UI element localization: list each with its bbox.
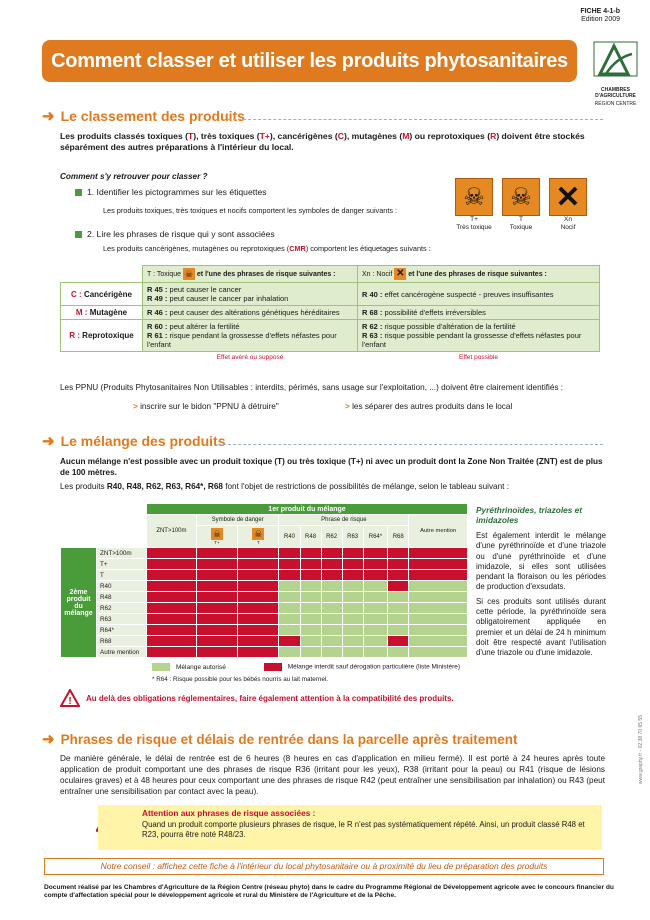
cell-forbidden <box>196 570 237 581</box>
skull-icon: ☠ <box>502 178 540 216</box>
conseil-banner: Notre conseil : affichez cette fiche à l'intérieur du local phytosanitaire ou à proximité du lieu de préparation des produits <box>44 858 604 875</box>
cell-forbidden <box>196 548 237 559</box>
col-r40: R40 <box>279 526 300 548</box>
pictogram-list <box>455 178 587 232</box>
cell-allowed <box>300 636 321 647</box>
cell-allowed <box>409 614 468 625</box>
matrix-row <box>61 647 468 658</box>
cell-forbidden <box>238 647 279 658</box>
matrix-row-label: R62 <box>97 603 147 614</box>
cell-allowed <box>342 592 363 603</box>
matrix-row-label: T <box>97 570 147 581</box>
cell-forbidden <box>238 548 279 559</box>
divider <box>218 444 603 445</box>
cross-icon: ✕ <box>549 178 587 216</box>
step2: 2. Lire les phrases de risque qui y sont associées <box>75 229 275 240</box>
cell-forbidden <box>300 559 321 570</box>
matrix-row <box>61 614 468 625</box>
cell-forbidden <box>363 570 388 581</box>
matrix-row <box>61 636 468 647</box>
arrow-right-icon: ➜ <box>42 108 55 125</box>
matrix-top-header: 1er produit du mélange <box>147 504 468 515</box>
cell-c-toxique: R 45 : peut causer le cancer R 49 : peut causer le cancer par inhalation <box>143 283 358 306</box>
chevron-right-icon: > <box>345 402 350 411</box>
cell-allowed <box>363 647 388 658</box>
cell-allowed <box>388 603 409 614</box>
matrix-row-label: T+ <box>97 559 147 570</box>
logo-icon <box>588 40 643 80</box>
cell-allowed <box>300 614 321 625</box>
warning-icon <box>60 689 80 707</box>
ppnu-text: Les PPNU (Produits Phytosanitaires Non Utilisables : interdits, périmés, sans usage sur l'exploitation, ...) doivent être clairement identifiés : <box>60 383 564 392</box>
section-melange-title: ➜ Le mélange des produits <box>42 433 226 450</box>
cell-allowed <box>388 614 409 625</box>
col-r62: R62 <box>321 526 342 548</box>
section-classement-title: ➜ Le classement des produits <box>42 108 245 125</box>
row-label-mutagene: M : Mutagène <box>61 306 143 320</box>
cell-forbidden <box>321 548 342 559</box>
matrix-row <box>61 592 468 603</box>
col-r68: R68 <box>388 526 409 548</box>
cell-forbidden <box>196 603 237 614</box>
effect-left: Effet avéré ou supposé <box>143 352 358 364</box>
cell-forbidden <box>238 625 279 636</box>
cell-forbidden <box>196 614 237 625</box>
section-phrases-title: ➜ Phrases de risque et délais de rentrée dans la parcelle après traitement <box>42 731 518 748</box>
matrix-row <box>61 625 468 636</box>
cell-allowed <box>321 592 342 603</box>
cell-forbidden <box>238 636 279 647</box>
matrix-row <box>61 603 468 614</box>
skull-icon: ☠ <box>212 529 222 539</box>
cell-allowed <box>300 592 321 603</box>
cell-forbidden <box>409 570 468 581</box>
arrow-right-icon: ➜ <box>42 433 55 450</box>
cell-allowed <box>279 603 300 614</box>
cell-allowed <box>388 625 409 636</box>
skull-icon: ☠ <box>184 269 193 279</box>
col-autre: Autre mention <box>409 515 468 548</box>
side-title: Pyréthrinoïdes, triazoles et imidazoles <box>476 505 583 525</box>
skull-icon: ☠ <box>455 178 493 216</box>
col-r64: R64* <box>363 526 388 548</box>
cell-forbidden <box>342 548 363 559</box>
matrix-row <box>61 570 468 581</box>
skull-icon: ☠ <box>254 529 263 539</box>
matrix-row <box>61 559 468 570</box>
cell-forbidden <box>147 548 197 559</box>
cell-allowed <box>342 625 363 636</box>
cell-forbidden <box>147 570 197 581</box>
phrases-text: De manière générale, le délai de rentrée est de 6 heures (8 heures en cas d'application en milieu fermé). Il est porté à 24 heures après toute application de produit comportant une des phrases de risque R36 (irritant pour les yeux), R38 (irritant pour la peau) ou R41 (risque de lésions oculaires graves) et à 48 heures pour ceux comportant une des phrases de risque R42 (peut entraîner une sensibilisation par inhalation) ou R43 (peut entraîner une sensibilisation par contact avec la peau). <box>60 754 605 796</box>
svg-text:!: ! <box>68 696 72 707</box>
matrix-legend: Mélange autorisé Mélange interdit sauf dérogation particulière (liste Ministère) <box>60 663 468 671</box>
matrix-row-label: Autre mention <box>97 647 147 658</box>
row-label-cancerigene: C : Cancérigène <box>61 283 143 306</box>
cell-allowed <box>279 614 300 625</box>
cell-allowed <box>409 636 468 647</box>
cmr-head-nocif: Xn : Nocif ✕ et l'une des phrases de risque suivantes : <box>358 266 600 283</box>
cell-allowed <box>409 625 468 636</box>
cell-allowed <box>363 581 388 592</box>
cell-allowed <box>279 592 300 603</box>
cell-forbidden <box>147 592 197 603</box>
classement-intro: Les produits classés toxiques (T), très toxiques (T+), cancérigènes (C), mutagènes (M) ou reprotoxiques (R) doivent être stockés séparément des autres préparations à l'intérieur du local. <box>60 131 585 152</box>
cell-forbidden <box>321 559 342 570</box>
row-label-reprotoxique: R : Reprotoxique <box>61 320 143 352</box>
matrix-row <box>61 581 468 592</box>
legend-allowed-swatch <box>152 663 170 671</box>
cell-forbidden <box>321 570 342 581</box>
logo-region: RÉGION CENTRE <box>594 101 637 107</box>
cell-allowed <box>363 614 388 625</box>
cell-forbidden <box>279 570 300 581</box>
classement-question: Comment s'y retrouver pour classer ? <box>60 172 208 181</box>
col-r63: R63 <box>342 526 363 548</box>
cell-allowed <box>300 603 321 614</box>
cell-m-nocif: R 68 : possibilité d'effets irréversibles <box>358 306 600 320</box>
cell-allowed <box>363 636 388 647</box>
cell-allowed <box>409 603 468 614</box>
cell-forbidden <box>279 559 300 570</box>
cell-allowed <box>342 614 363 625</box>
col-t: ☠ T <box>238 526 279 548</box>
bullet-square-icon <box>75 189 82 196</box>
matrix-row-label: R63 <box>97 614 147 625</box>
cell-allowed <box>321 625 342 636</box>
compat-warning: ! Au delà des obligations réglementaires, faire également attention à la compatibilité des produits. <box>60 689 454 707</box>
picto-xn: ✕ Xn Nocif <box>549 178 587 232</box>
cell-forbidden <box>196 559 237 570</box>
cell-allowed <box>342 647 363 658</box>
matrix-row <box>61 548 468 559</box>
cell-forbidden <box>279 548 300 559</box>
ppnu-item-a: > inscrire sur le bidon "PPNU à détruire" <box>133 402 279 411</box>
cell-forbidden <box>300 548 321 559</box>
picto-tplus: ☠ T+ Très toxique <box>455 178 493 232</box>
cell-forbidden <box>342 559 363 570</box>
matrix-row-label: R64* <box>97 625 147 636</box>
cell-allowed <box>279 625 300 636</box>
cell-allowed <box>363 603 388 614</box>
cell-forbidden <box>147 625 197 636</box>
cell-allowed <box>300 581 321 592</box>
cell-forbidden <box>388 636 409 647</box>
bullet-square-icon <box>75 231 82 238</box>
cell-forbidden <box>238 570 279 581</box>
cell-allowed <box>409 592 468 603</box>
step2-text: Les produits cancérigènes, mutagènes ou reprotoxiques (CMR) comportent les étiquetages suivants : <box>103 244 431 253</box>
cell-allowed <box>279 581 300 592</box>
mixing-matrix <box>60 503 468 683</box>
side-p1: Est également interdit le mélange d'une pyréthrinoïde et d'une triazole ou d'une pyréthrinoïde et d'une imidazole, si elles sont utilisées pendant la floraison ou les périodes de production d'exsudats. <box>476 531 606 592</box>
cell-allowed <box>321 636 342 647</box>
cell-forbidden <box>409 559 468 570</box>
col-group-symbole: Symbole de danger <box>196 515 279 526</box>
matrix-row-label: ZNT>100m <box>97 548 147 559</box>
cell-forbidden <box>196 636 237 647</box>
side-p2: Si ces produits sont utilisés durant cette période, la pyréthrinoïde sera obligatoirement appliquée en premier et un délai de 24 h minimum doit être respecté avant l'utilisation d'une triazole ou d'une imidazole. <box>476 596 606 658</box>
cell-forbidden <box>147 614 197 625</box>
cell-allowed <box>342 603 363 614</box>
attention-note <box>98 805 602 850</box>
matrix-row-label: R40 <box>97 581 147 592</box>
note-text: Quand un produit comporte plusieurs phrases de risque, le R n'est pas systématiquement répété. Ainsi, un produit classé R48 et R23, pourra être noté R48/23. <box>142 820 585 839</box>
cmr-head-toxique: T : Toxique ☠ et l'une des phrases de risque suivantes : <box>143 266 358 283</box>
cell-forbidden <box>147 647 197 658</box>
note-title: Attention aux phrases de risque associées : <box>142 808 316 818</box>
cell-forbidden <box>238 603 279 614</box>
cell-forbidden <box>147 636 197 647</box>
cell-r-nocif: R 62 : risque possible d'altération de la fertilité R 63 : risque possible pendant la grossesse d'effets néfastes pour l'enfant <box>358 320 600 352</box>
matrix-footnote: * R64 : Risque possible pour les bébés nourris au lait maternel. <box>152 676 329 683</box>
matrix-row-label: R68 <box>97 636 147 647</box>
fiche-reference <box>580 8 620 24</box>
picto-t: ☠ T Toxique <box>502 178 540 232</box>
cell-forbidden <box>238 592 279 603</box>
chambres-logo <box>588 40 643 110</box>
cell-allowed <box>363 625 388 636</box>
cell-forbidden <box>196 625 237 636</box>
cell-forbidden <box>238 559 279 570</box>
col-group-phrase: Phrase de risque <box>279 515 409 526</box>
cell-allowed <box>388 647 409 658</box>
cell-allowed <box>321 581 342 592</box>
matrix-row-label: R48 <box>97 592 147 603</box>
cell-allowed <box>342 636 363 647</box>
col-tplus: ☠ T+ <box>196 526 237 548</box>
cell-c-nocif: R 40 : effet cancérogène suspecté - preuves insuffisantes <box>358 283 600 306</box>
cell-forbidden <box>196 647 237 658</box>
cell-forbidden <box>363 559 388 570</box>
cmr-table <box>60 265 600 363</box>
cell-allowed <box>409 647 468 658</box>
cell-forbidden <box>238 614 279 625</box>
cell-allowed <box>321 603 342 614</box>
cell-forbidden <box>147 559 197 570</box>
melange-intro2: Les produits R40, R48, R62, R63, R64*, R68 font l'objet de restrictions de possibilités de mélange, selon le tableau suivant : <box>60 482 509 491</box>
cross-icon: ✕ <box>396 268 405 279</box>
cell-allowed <box>342 581 363 592</box>
col-znt: ZNT>100m <box>147 515 197 548</box>
cell-forbidden <box>147 581 197 592</box>
cell-allowed <box>300 625 321 636</box>
ppnu-item-b: > les séparer des autres produits dans le local <box>345 402 513 411</box>
printer-credit: www.graphy.fr - 02 38 70 65 55 <box>638 715 644 785</box>
cell-allowed <box>388 592 409 603</box>
divider <box>228 119 603 120</box>
cell-forbidden <box>388 581 409 592</box>
cell-forbidden <box>147 603 197 614</box>
col-r48: R48 <box>300 526 321 548</box>
cell-allowed <box>279 647 300 658</box>
logo-name: CHAMBRES D'AGRICULTURE <box>595 87 636 99</box>
effect-right: Effet possible <box>358 352 600 364</box>
legend-forbidden-swatch <box>264 663 282 671</box>
cell-forbidden <box>388 559 409 570</box>
cell-forbidden <box>279 636 300 647</box>
cell-forbidden <box>363 548 388 559</box>
cell-allowed <box>363 592 388 603</box>
edition: Edition 2009 <box>581 16 620 23</box>
chevron-right-icon: > <box>133 402 138 411</box>
fiche-number: FICHE 4-1-b <box>580 8 620 15</box>
cell-allowed <box>300 647 321 658</box>
cell-m-toxique: R 46 : peut causer des altérations génétiques héréditaires <box>143 306 358 320</box>
step1-text: Les produits toxiques, très toxiques et nocifs comportent les symboles de danger suivants : <box>103 206 398 215</box>
cell-allowed <box>409 581 468 592</box>
cell-forbidden <box>409 548 468 559</box>
step1: 1. Identifier les pictogrammes sur les étiquettes <box>75 187 267 198</box>
cell-forbidden <box>388 548 409 559</box>
cell-forbidden <box>196 581 237 592</box>
matrix-side-header: 2ème produit du mélange <box>61 548 97 658</box>
cell-forbidden <box>388 570 409 581</box>
footer-credits: Document réalisé par les Chambres d'Agriculture de la Région Centre (réseau phyto) dans le cadre du Programme Régional de Développement agricole avec le concours financier du compte d'affectation spécial pour le développement agricole et rural du Ministère de l'Agriculture et de la Pêche. <box>44 884 614 899</box>
cell-forbidden <box>342 570 363 581</box>
cell-r-toxique: R 60 : peut altérer la fertilité R 61 : risque pendant la grossesse d'effets néfastes pour l'enfant <box>143 320 358 352</box>
melange-intro: Aucun mélange n'est possible avec un produit toxique (T) ou très toxique (T+) ni avec un produit dont la Zone Non Traitée (ZNT) est de plus de 100 mètres. <box>60 457 603 477</box>
side-box <box>476 505 606 659</box>
cell-allowed <box>321 614 342 625</box>
cell-forbidden <box>300 570 321 581</box>
cell-forbidden <box>238 581 279 592</box>
page-title: Comment classer et utiliser les produits phytosanitaires <box>42 40 577 82</box>
cell-allowed <box>321 647 342 658</box>
arrow-right-icon: ➜ <box>42 731 55 748</box>
cell-forbidden <box>196 592 237 603</box>
mixing-table <box>60 503 468 658</box>
